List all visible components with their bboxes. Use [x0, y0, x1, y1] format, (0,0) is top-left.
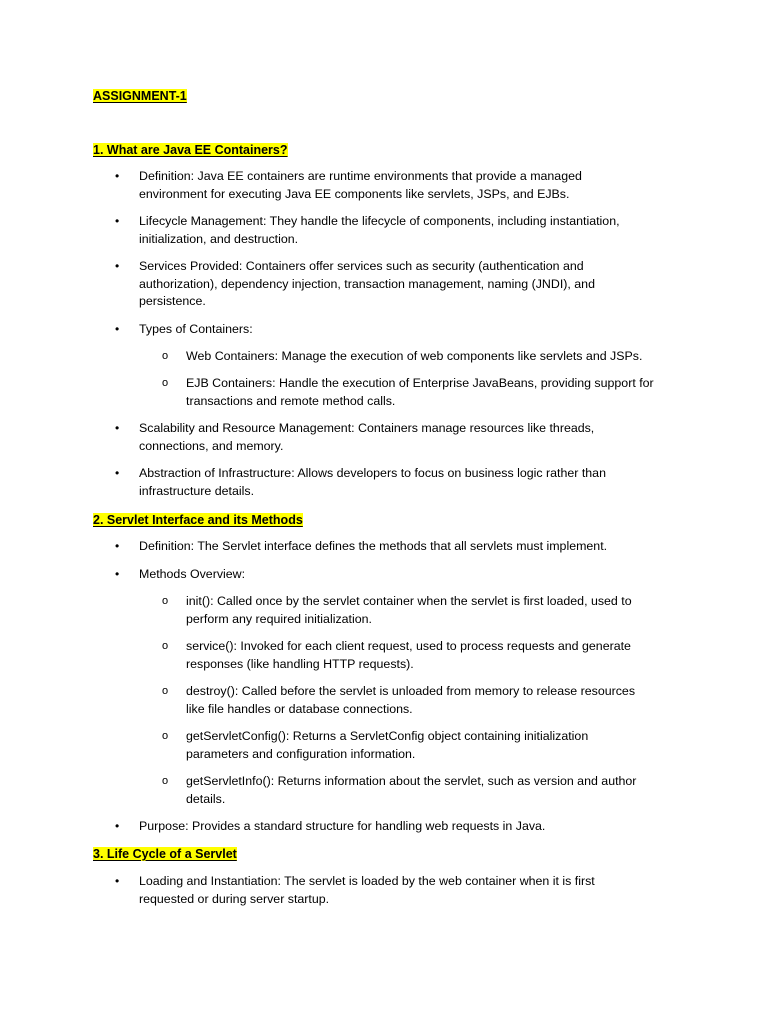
- list-item-line: Web Containers: Manage the execution of web components like servlets and JSPs.: [186, 349, 643, 363]
- list-item-line: initialization, and destruction.: [139, 231, 299, 246]
- list-item-line: service(): Invoked for each client request, used to process requests and generate: [186, 639, 631, 653]
- bullet-icon: •: [115, 567, 120, 581]
- list-item-line: environment for executing Java EE components like servlets, JSPs, and EJBs.: [139, 186, 570, 201]
- list-item-line: Scalability and Resource Management: Containers manage resources like threads,: [139, 421, 595, 435]
- circle-bullet-icon: o: [162, 730, 169, 742]
- list-item: [139, 168, 582, 203]
- sub-list-item: [186, 348, 642, 366]
- bullet-icon: •: [115, 214, 120, 228]
- list-item: [139, 566, 245, 584]
- list-item-line: perform any required initialization.: [186, 611, 372, 626]
- bullet-icon: •: [115, 169, 120, 183]
- list-item-line: Lifecycle Management: They handle the lifecycle of components, including instantiation,: [139, 214, 620, 228]
- circle-bullet-icon: o: [162, 377, 169, 389]
- list-item: [139, 258, 595, 311]
- list-item-line: details.: [186, 791, 226, 806]
- document-title: [93, 88, 187, 104]
- list-item: [139, 213, 620, 248]
- section-heading-text: 2. Servlet Interface and its Methods: [93, 513, 303, 527]
- list-item-line: Definition: Java EE containers are runtime environments that provide a managed: [139, 169, 582, 183]
- bullet-icon: •: [115, 259, 120, 273]
- list-item-line: persistence.: [139, 294, 206, 308]
- list-item-line: like file handles or database connections.: [186, 701, 413, 716]
- list-item-line: destroy(): Called before the servlet is unloaded from memory to release resources: [186, 684, 636, 698]
- list-item-line: Loading and Instantiation: The servlet is loaded by the web container when it is first: [139, 874, 595, 888]
- list-item: [139, 873, 595, 908]
- sub-list-item: [186, 728, 588, 763]
- list-item-line: EJB Containers: Handle the execution of Enterprise JavaBeans, providing support for: [186, 376, 654, 390]
- section-heading-text: 1. What are Java EE Containers?: [93, 143, 288, 157]
- circle-bullet-icon: o: [162, 640, 169, 652]
- sub-list-item: [186, 683, 635, 718]
- list-item-line: Definition: The Servlet interface defines the methods that all servlets must implement.: [139, 539, 608, 553]
- list-item-line: authorization), dependency injection, transaction management, naming (JNDI), and: [139, 276, 595, 291]
- list-item-line: connections, and memory.: [139, 438, 284, 453]
- list-item-line: Methods Overview:: [139, 567, 246, 581]
- sub-list-item: [186, 773, 636, 808]
- list-item-line: requested or during server startup.: [139, 891, 330, 906]
- list-item: [139, 321, 253, 339]
- bullet-icon: •: [115, 874, 120, 888]
- list-item-line: transactions and remote method calls.: [186, 393, 396, 408]
- bullet-icon: •: [115, 819, 120, 833]
- list-item-line: responses (like handling HTTP requests).: [186, 656, 414, 671]
- list-item-line: init(): Called once by the servlet container when the servlet is first loaded, used to: [186, 594, 632, 608]
- sub-list-item: [186, 638, 631, 673]
- list-item-line: Services Provided: Containers offer services such as security (authentication and: [139, 259, 584, 273]
- document-title-text: ASSIGNMENT-1: [93, 89, 187, 103]
- circle-bullet-icon: o: [162, 350, 169, 362]
- bullet-icon: •: [115, 466, 120, 480]
- section-heading: [93, 846, 237, 862]
- bullet-icon: •: [115, 421, 120, 435]
- section-heading-text: 3. Life Cycle of a Servlet: [93, 847, 237, 861]
- list-item: [139, 420, 594, 455]
- bullet-icon: •: [115, 322, 120, 336]
- sub-list-item: [186, 593, 632, 628]
- list-item: [139, 538, 607, 556]
- list-item-line: getServletInfo(): Returns information about the servlet, such as version and author: [186, 774, 637, 788]
- list-item-line: Abstraction of Infrastructure: Allows developers to focus on business logic rather than: [139, 466, 606, 480]
- list-item: [139, 818, 545, 836]
- section-heading: [93, 142, 288, 158]
- circle-bullet-icon: o: [162, 685, 169, 697]
- section-heading: [93, 512, 303, 528]
- circle-bullet-icon: o: [162, 775, 169, 787]
- list-item-line: Purpose: Provides a standard structure for handling web requests in Java.: [139, 819, 546, 833]
- bullet-icon: •: [115, 539, 120, 553]
- sub-list-item: [186, 375, 654, 410]
- list-item-line: parameters and configuration information.: [186, 746, 416, 761]
- list-item-line: infrastructure details.: [139, 483, 255, 498]
- list-item-line: Types of Containers:: [139, 322, 253, 336]
- list-item: [139, 465, 606, 500]
- circle-bullet-icon: o: [162, 595, 169, 607]
- list-item-line: getServletConfig(): Returns a ServletConfig object containing initialization: [186, 729, 589, 743]
